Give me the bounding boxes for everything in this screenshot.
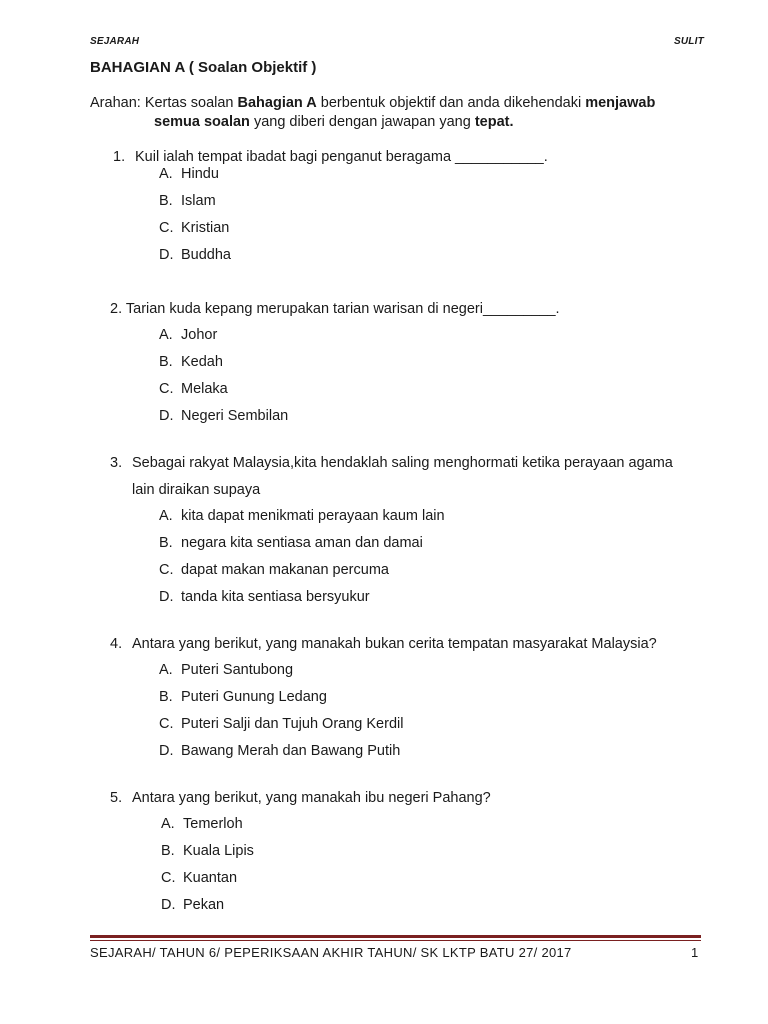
option-5c[interactable]: C. Kuantan <box>161 870 238 886</box>
page-number: 1 <box>691 945 699 960</box>
option-1c[interactable]: C. Kristian <box>159 220 230 236</box>
option-4a[interactable]: A. Puteri Santubong <box>159 662 294 678</box>
instructions-prefix: Arahan: Kertas soalan <box>90 95 238 111</box>
option-2c[interactable]: C. Melaka <box>159 381 228 397</box>
option-3a[interactable]: A. kita dapat menikmati perayaan kaum lain <box>159 508 445 524</box>
question-3-continuation: lain diraikan supaya <box>132 482 261 498</box>
header-classification: SULIT <box>674 36 704 47</box>
question-text: Sebagai rakyat Malaysia,kita hendaklah saling menghormati ketika perayaan agama <box>132 455 673 471</box>
question-text: Kuil ialah tempat ibadat bagi penganut beragama ___________. <box>135 149 548 165</box>
instructions-mid: berbentuk objektif dan anda dikehendaki <box>316 95 586 111</box>
option-1b[interactable]: B. Islam <box>159 193 216 209</box>
question-number: 4. <box>110 636 123 652</box>
question-number: 1. <box>113 149 126 165</box>
option-1a[interactable]: A. Hindu <box>159 166 219 182</box>
option-2b[interactable]: B. Kedah <box>159 354 223 370</box>
footer-rule-thick <box>90 935 701 938</box>
option-3b[interactable]: B. negara kita sentiasa aman dan damai <box>159 535 423 551</box>
instructions-line-1 <box>90 95 655 111</box>
section-title: BAHAGIAN A ( Soalan Objektif ) <box>90 59 317 76</box>
question-number: 5. <box>110 790 123 806</box>
question-5 <box>110 790 491 806</box>
option-4b[interactable]: B. Puteri Gunung Ledang <box>159 689 327 705</box>
instructions-line-2 <box>154 114 514 130</box>
question-number: 3. <box>110 455 123 471</box>
option-3c[interactable]: C. dapat makan makanan percuma <box>159 562 389 578</box>
option-2a[interactable]: A. Johor <box>159 327 218 343</box>
footer-text: SEJARAH/ TAHUN 6/ PEPERIKSAAN AKHIR TAHUN/ SK LKTP BATU 27/ 2017 <box>90 945 572 960</box>
question-2 <box>110 301 560 317</box>
question-text: Antara yang berikut, yang manakah bukan cerita tempatan masyarakat Malaysia? <box>132 636 657 652</box>
instructions-mid2: yang diberi dengan jawapan yang <box>249 114 475 130</box>
question-text: Tarian kuda kepang merupakan tarian warisan di negeri_________. <box>125 301 560 317</box>
option-4d[interactable]: D. Bawang Merah dan Bawang Putih <box>159 743 401 759</box>
option-5b[interactable]: B. Kuala Lipis <box>161 843 254 859</box>
question-1 <box>113 149 548 165</box>
question-4 <box>110 636 657 652</box>
option-4c[interactable]: C. Puteri Salji dan Tujuh Orang Kerdil <box>159 716 404 732</box>
option-5a[interactable]: A. Temerloh <box>161 816 243 832</box>
instructions-bold-all: semua soalan <box>154 114 250 130</box>
question-number: 2. <box>110 301 123 317</box>
question-3 <box>110 455 673 471</box>
instructions-bold-answer: menjawab <box>585 95 656 111</box>
header-subject: SEJARAH <box>90 36 140 47</box>
option-3d[interactable]: D. tanda kita sentiasa bersyukur <box>159 589 370 605</box>
question-text: Antara yang berikut, yang manakah ibu negeri Pahang? <box>132 790 491 806</box>
instructions-bold-section: Bahagian A <box>237 95 317 111</box>
option-2d[interactable]: D. Negeri Sembilan <box>159 408 289 424</box>
option-5d[interactable]: D. Pekan <box>161 897 225 913</box>
option-1d[interactable]: D. Buddha <box>159 247 231 263</box>
instructions-bold-correct: tepat. <box>474 114 514 130</box>
footer-rule-thin <box>90 940 701 941</box>
